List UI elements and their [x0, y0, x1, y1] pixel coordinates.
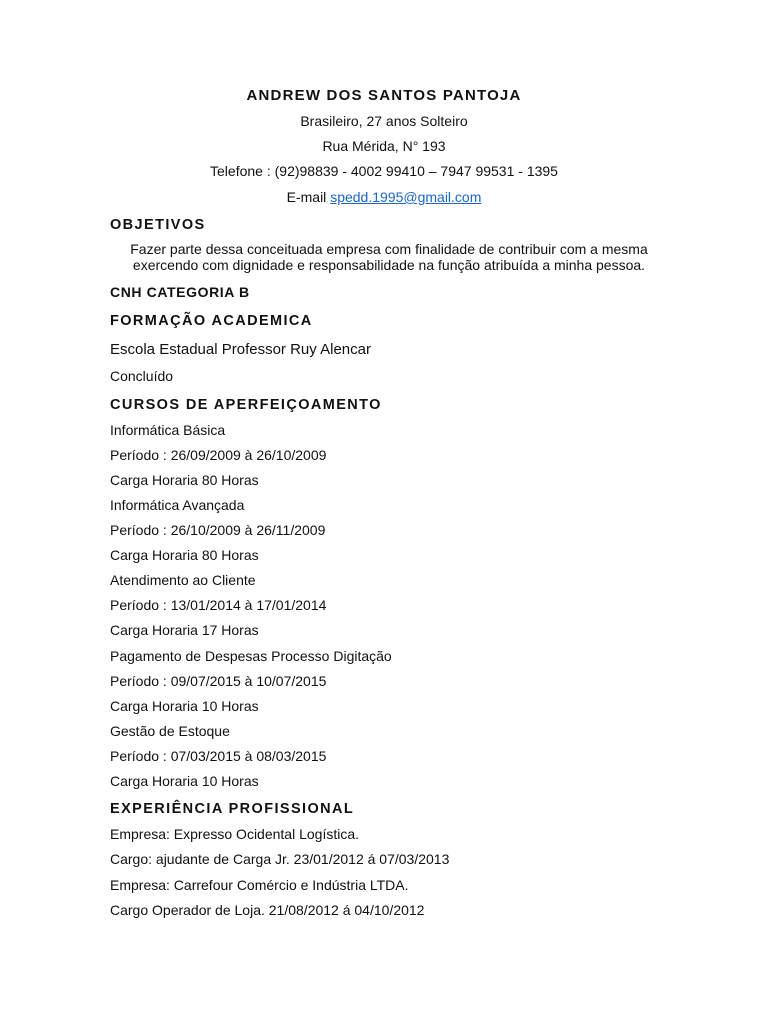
school-name: Escola Estadual Professor Ruy Alencar	[110, 341, 371, 358]
curso-line: Carga Horaria 80 Horas	[110, 547, 259, 563]
experiencia-line: Cargo Operador de Loja. 21/08/2012 á 04/10/2012	[110, 902, 425, 918]
curso-line: Carga Horaria 10 Horas	[110, 773, 259, 789]
experiencia-line: Empresa: Expresso Ocidental Logística.	[110, 826, 360, 842]
curso-line: Pagamento de Despesas Processo Digitação	[110, 648, 392, 664]
curso-line: Carga Horaria 80 Horas	[110, 472, 259, 488]
candidate-name: ANDREW DOS SANTOS PANTOJA	[246, 87, 522, 104]
objetivos-text-1: Fazer parte dessa conceituada empresa com finalidade de contribuir com a mesma	[130, 241, 648, 257]
email-line	[0, 189, 768, 205]
cursos-heading: CURSOS DE APERFEIÇOAMENTO	[110, 397, 382, 413]
experiencia-line: Empresa: Carrefour Comércio e Indústria LTDA.	[110, 877, 409, 893]
cnh-heading: CNH CATEGORIA B	[110, 284, 250, 300]
curso-line: Carga Horaria 10 Horas	[110, 698, 259, 714]
objetivos-heading: OBJETIVOS	[110, 217, 206, 233]
curso-line: Carga Horaria 17 Horas	[110, 622, 259, 638]
curso-line: Período : 07/03/2015 à 08/03/2015	[110, 748, 327, 764]
curso-line: Período : 13/01/2014 à 17/01/2014	[110, 597, 327, 613]
email-label: E-mail	[286, 189, 331, 205]
objetivos-text-2: exercendo com dignidade e responsabilidade na função atribuída a minha pessoa.	[132, 257, 646, 273]
school-status: Concluído	[110, 368, 174, 384]
curso-line: Período : 26/10/2009 à 26/11/2009	[110, 522, 326, 538]
curso-line: Informática Avançada	[110, 497, 245, 513]
curso-line: Período : 09/07/2015 à 10/07/2015	[110, 673, 327, 689]
formacao-heading: FORMAÇÃO ACADEMICA	[110, 313, 313, 329]
curso-line: Informática Básica	[110, 422, 226, 438]
curso-line: Atendimento ao Cliente	[110, 572, 256, 588]
email-link[interactable]: spedd.1995@gmail.com	[330, 189, 482, 205]
curso-line: Período : 26/09/2009 à 26/10/2009	[110, 447, 327, 463]
curso-line: Gestão de Estoque	[110, 723, 230, 739]
phone: Telefone : (92)98839 - 4002 99410 – 7947 99531 - 1395	[210, 163, 558, 179]
experiencia-heading: EXPERIÊNCIA PROFISSIONAL	[110, 801, 355, 817]
address: Rua Mérida, N° 193	[322, 138, 446, 154]
experiencia-line: Cargo: ajudante de Carga Jr. 23/01/2012 á 07/03/2013	[110, 851, 450, 867]
personal-info: Brasileiro, 27 anos Solteiro	[300, 113, 468, 129]
